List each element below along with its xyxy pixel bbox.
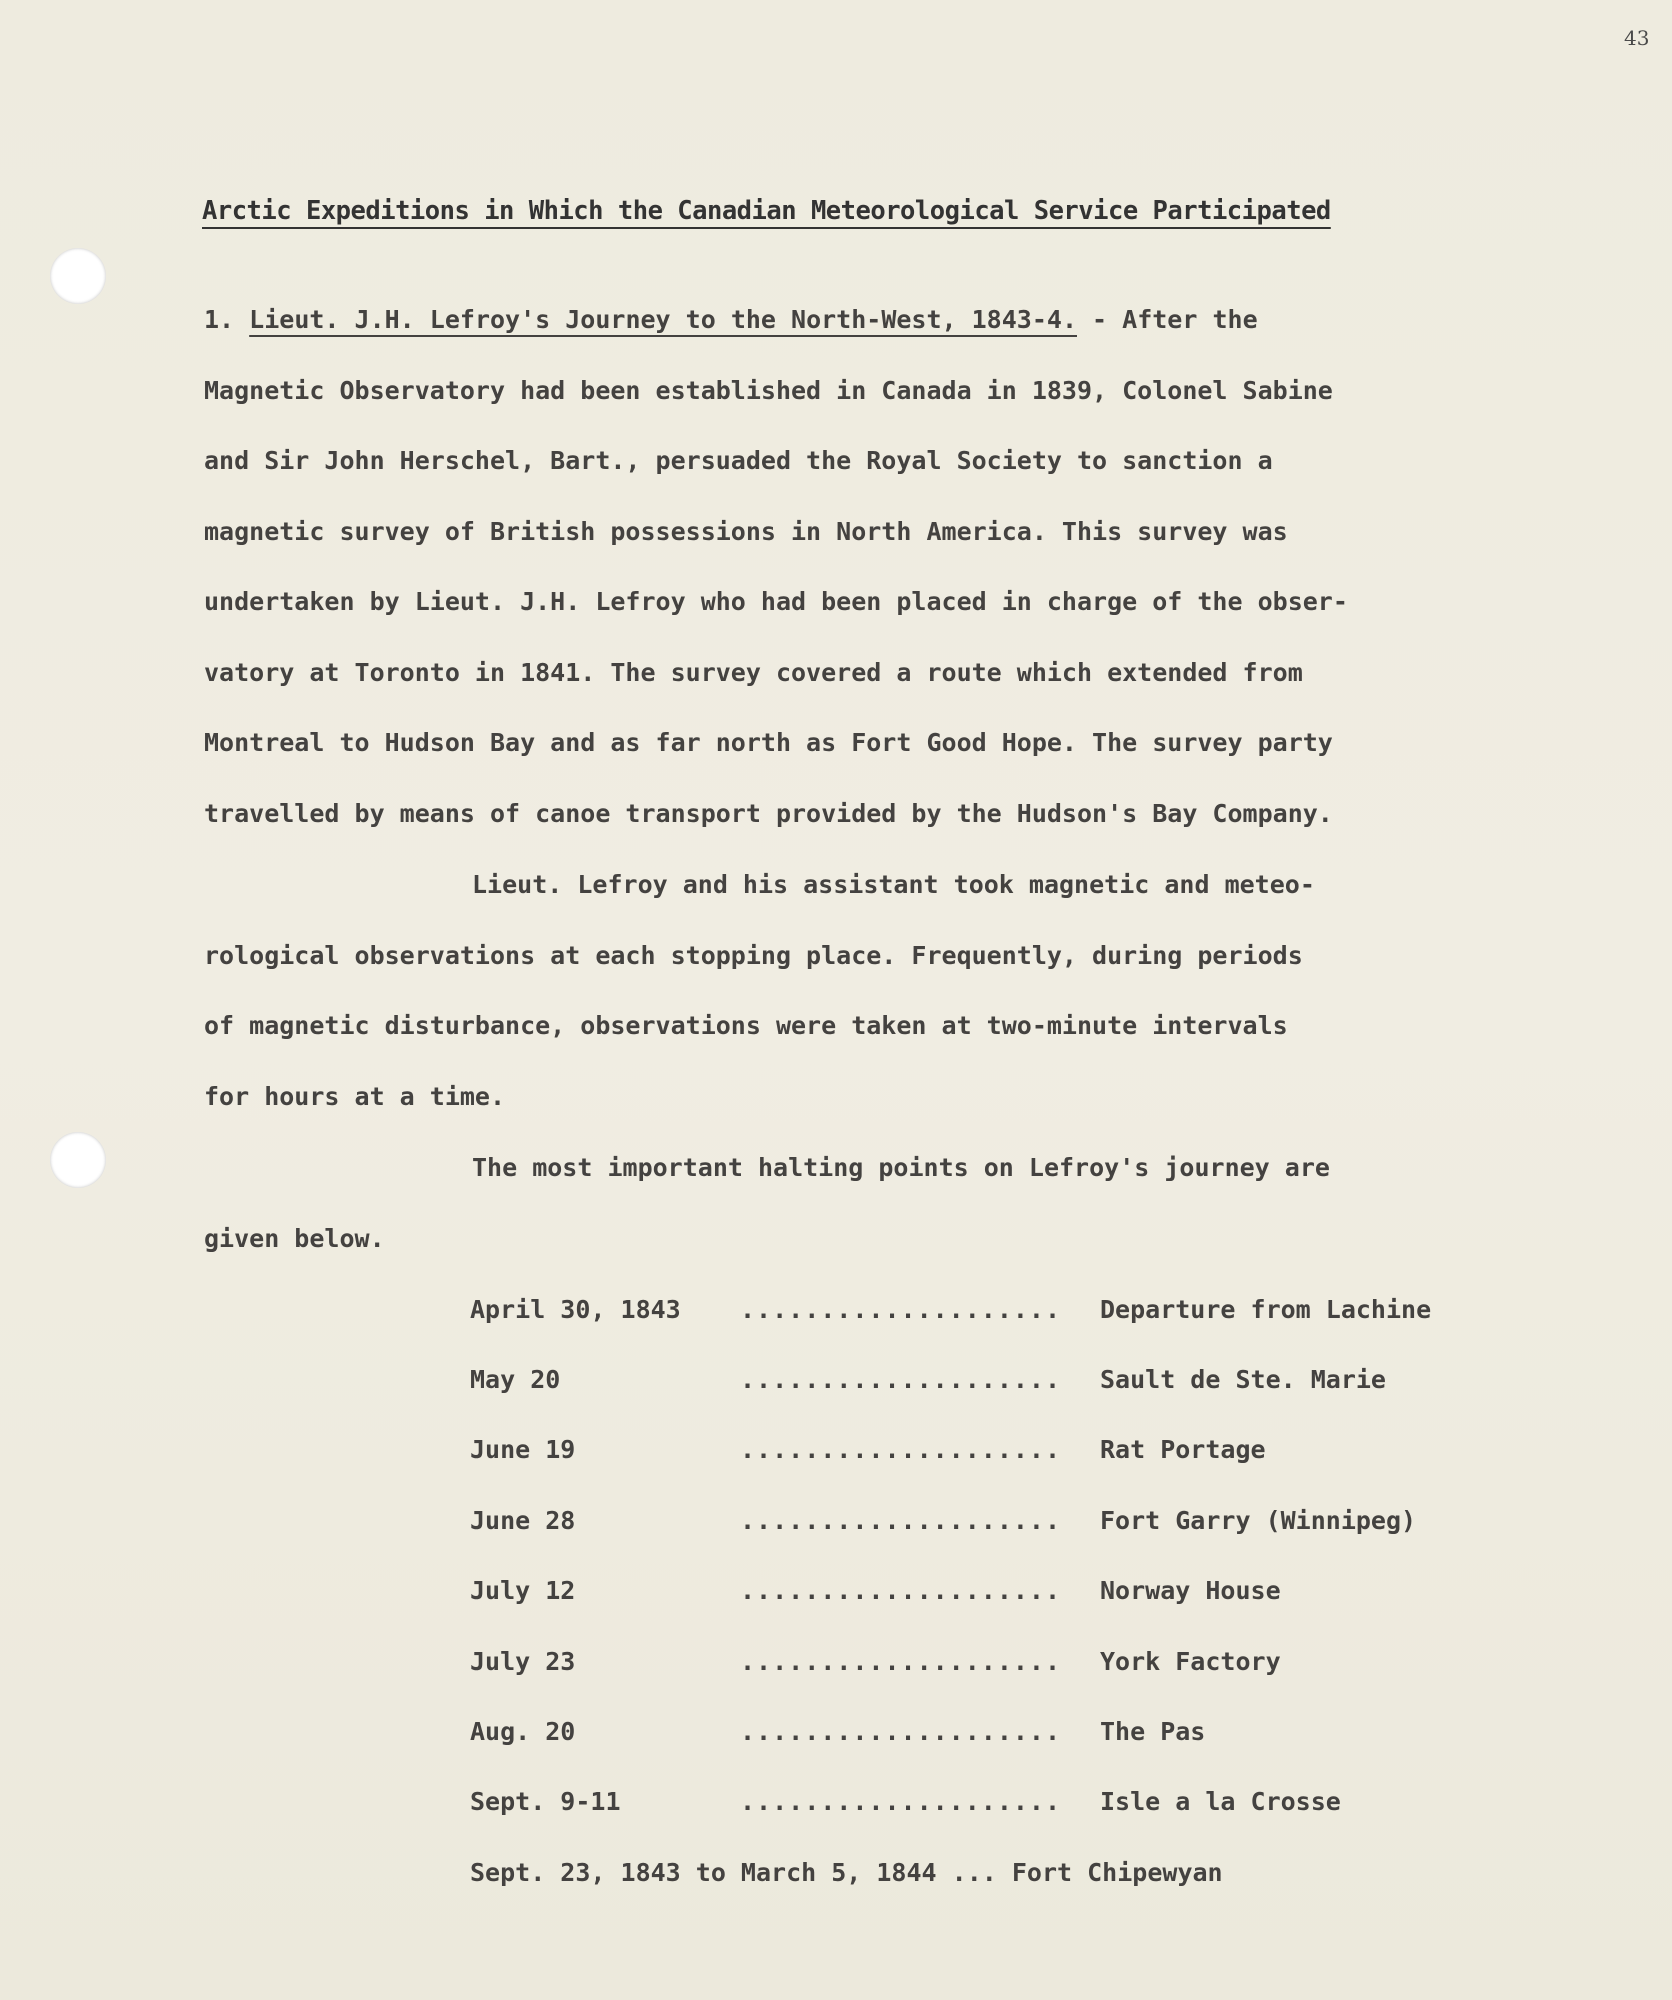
binder-hole-bottom bbox=[50, 1132, 106, 1188]
text-line: The most important halting points on Lefroy's journey are bbox=[472, 1153, 1330, 1182]
itinerary-row bbox=[470, 1696, 1480, 1766]
itinerary-place: The Pas bbox=[1100, 1717, 1206, 1747]
text-line: given below. bbox=[204, 1223, 385, 1253]
text-line: of magnetic disturbance, observations were taken at two-minute intervals bbox=[204, 1011, 1288, 1040]
itinerary-row-final bbox=[470, 1837, 1480, 1907]
itinerary-date: June 19 bbox=[470, 1435, 576, 1465]
text-line: vatory at Toronto in 1841. The survey covered a route which extended from bbox=[204, 657, 1303, 687]
itinerary-place: York Factory bbox=[1100, 1646, 1281, 1676]
binder-hole-top bbox=[50, 248, 106, 304]
itinerary-place: Isle a la Crosse bbox=[1100, 1787, 1341, 1817]
text-line: Lieut. Lefroy and his assistant took magnetic and meteo- bbox=[472, 870, 1315, 899]
itinerary-place: Fort Garry (Winnipeg) bbox=[1100, 1505, 1417, 1535]
text-line: Montreal to Hudson Bay and as far north as Fort Good Hope. The survey party bbox=[204, 728, 1333, 757]
text-line: for hours at a time. bbox=[204, 1081, 506, 1111]
itinerary-date: April 30, 1843 bbox=[470, 1294, 681, 1324]
itinerary-place: Norway House bbox=[1100, 1576, 1281, 1606]
itinerary-row bbox=[470, 1344, 1480, 1414]
paragraph-2 bbox=[204, 850, 1544, 1132]
itinerary-place: Sault de Ste. Marie bbox=[1100, 1365, 1386, 1395]
section-lead-in: - After the bbox=[1077, 305, 1258, 334]
section-heading: Lieut. J.H. Lefroy's Journey to the North-West, 1843-4. bbox=[249, 305, 1077, 334]
itinerary-date: July 23 bbox=[470, 1646, 576, 1676]
itinerary-date: June 28 bbox=[470, 1505, 576, 1535]
itinerary-row bbox=[470, 1767, 1480, 1837]
dot-leader: ... bbox=[951, 1857, 997, 1887]
itinerary-date: July 12 bbox=[470, 1576, 576, 1606]
dot-leader: .................... bbox=[740, 1435, 1062, 1465]
dot-leader: .................... bbox=[740, 1576, 1062, 1606]
itinerary-row bbox=[470, 1556, 1480, 1626]
paragraph-3 bbox=[204, 1133, 1544, 1274]
page-title: Arctic Expeditions in Which the Canadian Meteorological Service Participated bbox=[202, 196, 1331, 226]
text-line: undertaken by Lieut. J.H. Lefroy who had been placed in charge of the obser- bbox=[204, 587, 1348, 616]
itinerary-row bbox=[470, 1485, 1480, 1555]
dot-leader: .................... bbox=[740, 1717, 1062, 1747]
itinerary-row bbox=[470, 1626, 1480, 1696]
section-heading-line bbox=[204, 285, 1544, 356]
itinerary-place: Departure from Lachine bbox=[1100, 1294, 1432, 1324]
dot-leader: .................... bbox=[740, 1787, 1062, 1817]
dot-leader: .................... bbox=[740, 1505, 1062, 1535]
text-line: travelled by means of canoe transport provided by the Hudson's Bay Company. bbox=[204, 798, 1333, 828]
itinerary-date: Sept. 23, 1843 to March 5, 1844 bbox=[470, 1857, 937, 1887]
itinerary-row bbox=[470, 1274, 1480, 1344]
dot-leader: .................... bbox=[740, 1365, 1062, 1395]
itinerary-row bbox=[470, 1415, 1480, 1485]
paragraph-1 bbox=[204, 285, 1544, 849]
itinerary-date: Aug. 20 bbox=[470, 1717, 576, 1747]
dot-leader: .................... bbox=[740, 1646, 1062, 1676]
text-line: Magnetic Observatory had been established in Canada in 1839, Colonel Sabine bbox=[204, 375, 1333, 405]
dot-leader: .................... bbox=[740, 1294, 1062, 1324]
text-line: magnetic survey of British possessions in North America. This survey was bbox=[204, 516, 1288, 546]
page-number: 43 bbox=[1624, 26, 1650, 50]
itinerary-date: May 20 bbox=[470, 1365, 561, 1395]
itinerary-list bbox=[470, 1274, 1480, 1908]
itinerary-place: Rat Portage bbox=[1100, 1435, 1266, 1465]
section-number: 1. bbox=[204, 305, 235, 334]
itinerary-place: Fort Chipewyan bbox=[1011, 1857, 1223, 1887]
text-line: rological observations at each stopping place. Frequently, during periods bbox=[204, 940, 1303, 970]
itinerary-date: Sept. 9-11 bbox=[470, 1787, 621, 1817]
text-line: and Sir John Herschel, Bart., persuaded the Royal Society to sanction a bbox=[204, 446, 1273, 475]
